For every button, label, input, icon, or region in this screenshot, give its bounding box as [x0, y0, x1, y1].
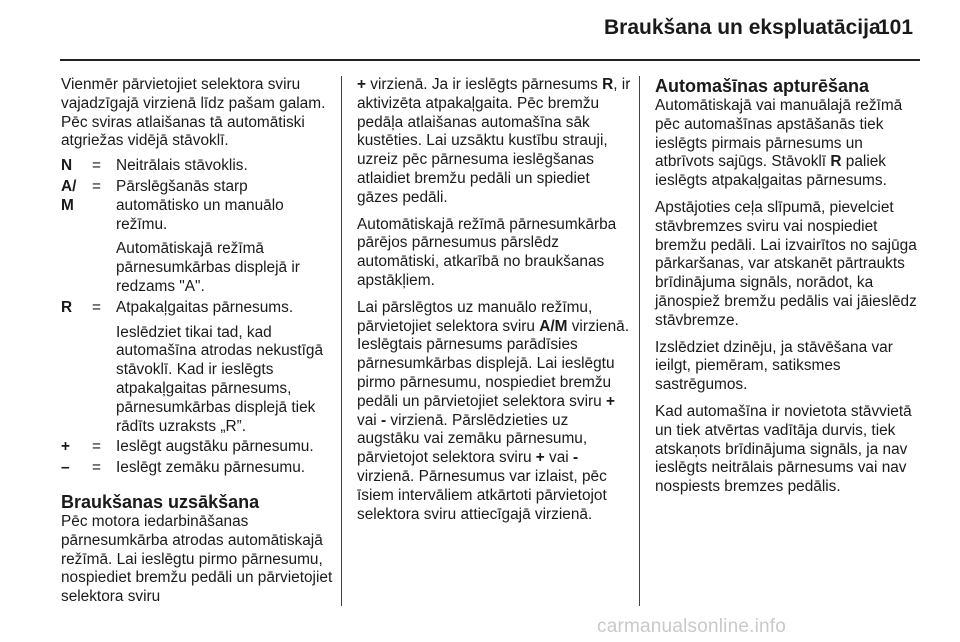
- plus-symbol: +: [357, 76, 366, 93]
- section-paragraph: Pēc motora iedarbināšanas pārnesumkārba atrodas automātiskajā režīmā. Lai ieslēgtu pirmo pārnesumu, nospiediet bremžu pedāli un pārvietojiet selektora sviru: [61, 512, 333, 606]
- definition-description: [116, 157, 333, 176]
- paragraph: [655, 97, 923, 191]
- watermark: carmanualsonline.info: [597, 616, 787, 637]
- definition-item: [61, 438, 333, 457]
- definition-item: [61, 178, 333, 297]
- definition-description: [116, 438, 333, 457]
- text-run: virzienā. Pārnesumus var izlaist, pēc īsiem intervāliem atkārtoti pārvietojot selektora sviru attiecīgajā virzienā.: [357, 467, 607, 523]
- definition-equals: =: [92, 298, 101, 316]
- definition-text: Ieslēgt augstāku pārnesumu.: [116, 438, 314, 456]
- definition-text: Atpakaļgaitas pārnesums.: [116, 298, 294, 316]
- definition-term: N: [61, 157, 73, 175]
- definition-equals: =: [92, 157, 101, 175]
- definition-equals: =: [92, 177, 101, 195]
- definition-item: [61, 157, 333, 176]
- intro-paragraph: Vienmēr pārvietojiet selektora sviru vajadzīgajā virzienā līdz pašam galam. Pēc sviras atlaišanas tā automātiski atgriežas vidējā stāvoklī.: [61, 76, 326, 150]
- definition-text: Ieslēgt zemāku pārnesumu.: [116, 459, 306, 477]
- text-run: virzienā. Pārslēdzieties uz augstāku vai zemāku pārnesumu, pārvietojot selektora sviru: [357, 411, 588, 467]
- definition-text: Neitrālais stāvoklis.: [116, 157, 248, 175]
- column-divider-1: [341, 76, 342, 606]
- definition-text: Automātiskajā režīmā pārnesumkārbas displejā ir redzams "A".: [116, 240, 300, 295]
- definition-item: [61, 299, 333, 437]
- text-run: vai: [544, 449, 574, 467]
- definition-equals: =: [92, 438, 101, 456]
- definition-description: [116, 178, 333, 297]
- reverse-symbol: R: [602, 76, 614, 93]
- paragraph: [357, 299, 632, 525]
- definition-term: +: [61, 438, 70, 456]
- definition-item: [61, 459, 333, 478]
- definition-term: A/ M: [61, 177, 77, 214]
- text-run: paliek ieslēgts atpakaļgaitas pārnesums.: [655, 153, 887, 190]
- text-run: virzienā. Ja ir ieslēgts pārnesums: [366, 76, 603, 93]
- definition-text: Pārslēgšanās starp automātisko un manuālo režīmu.: [116, 177, 284, 233]
- text-run: , ir aktivizēta atpakaļgaita. Pēc bremžu pedāļa atlaišanas automašīna sāk kustēties. Lai uzsāktu kustību strauji, uzreiz pēc pārnesuma ieslēgšanas atlaidiet bremžu pedāli un spiediet gāzes pedāli.: [357, 76, 631, 206]
- text-run: Lai pārslēgtos uz manuālo režīmu, pārvietojiet selektora sviru: [357, 298, 593, 335]
- page-number: 101: [878, 16, 914, 39]
- header-title: Braukšana un ekspluatācija: [604, 16, 881, 39]
- paragraph: Automātiskajā režīmā pārnesumkārba pārējos pārnesumus pārslēdz automātiski, atkarībā no braukšanas apstākļiem.: [357, 215, 617, 289]
- plus-symbol: +: [535, 449, 545, 467]
- minus-symbol: -: [380, 411, 387, 429]
- am-symbol: A/M: [539, 317, 568, 335]
- definition-description: [116, 459, 333, 478]
- text-run: Automātiskajā vai manuālajā režīmā pēc automašīnas apstāšanās tiek ieslēgts pirmais pārnesums un atbrīvots sajūgs. Stāvoklī: [655, 97, 903, 171]
- header-divider: [60, 59, 920, 61]
- column-1: [61, 76, 333, 615]
- definition-equals: =: [92, 459, 101, 477]
- paragraph: Kad automašīna ir novietota stāvvietā un tiek atvērtas vadītāja durvis, tiek atskaņots brīdinājuma signāls, ja nav ieslēgts neitrālais pārnesums vai nav nospiests bremzes pedālis.: [655, 402, 912, 496]
- minus-symbol: -: [573, 449, 579, 467]
- column-3: [655, 76, 923, 505]
- definition-term: R: [61, 298, 73, 316]
- plus-symbol: +: [605, 392, 615, 410]
- definition-text: Ieslēdziet tikai tad, kad automašīna atrodas nekustīgā stāvoklī. Kad ir ieslēgts atpakaļgaitas pārnesums, pārnesumkārbas displejā tiek rādīts uzraksts „R”.: [116, 323, 324, 435]
- paragraph: Izslēdziet dzinēju, ja stāvēšana var ieilgt, piemēram, satiksmes sastrēgumos.: [655, 338, 893, 394]
- definition-description: [116, 299, 333, 437]
- column-2: [357, 76, 632, 532]
- selector-definition-list: [61, 157, 333, 478]
- text-run: virzienā. Ieslēgtais pārnesums parādīsies pārnesumkārbas displejā. Lai ieslēgtu pirmo pārnesumu, nospiediet bremžu pedāli un pārvietojiet selektora sviru: [357, 317, 630, 410]
- reverse-symbol: R: [830, 153, 842, 171]
- definition-term: –: [61, 459, 70, 477]
- column-divider-2: [639, 76, 640, 606]
- paragraph: Apstājoties ceļa slīpumā, pievelciet stāvbremzes sviru vai nospiediet bremžu pedāli. Lai izvairītos no sajūga pārkaršanas, var atskanēt pārtraukts brīdinājuma signāls, norādot, ka jānospiež bremžu pedālis vai jāieslēdz stāvbremze.: [655, 198, 917, 329]
- section-heading-vehicle-stop: Automašīnas apturēšana: [655, 76, 870, 96]
- text-run: vai: [357, 411, 381, 429]
- section-heading-driving-start: Braukšanas uzsākšana: [61, 491, 260, 512]
- paragraph: [357, 76, 632, 208]
